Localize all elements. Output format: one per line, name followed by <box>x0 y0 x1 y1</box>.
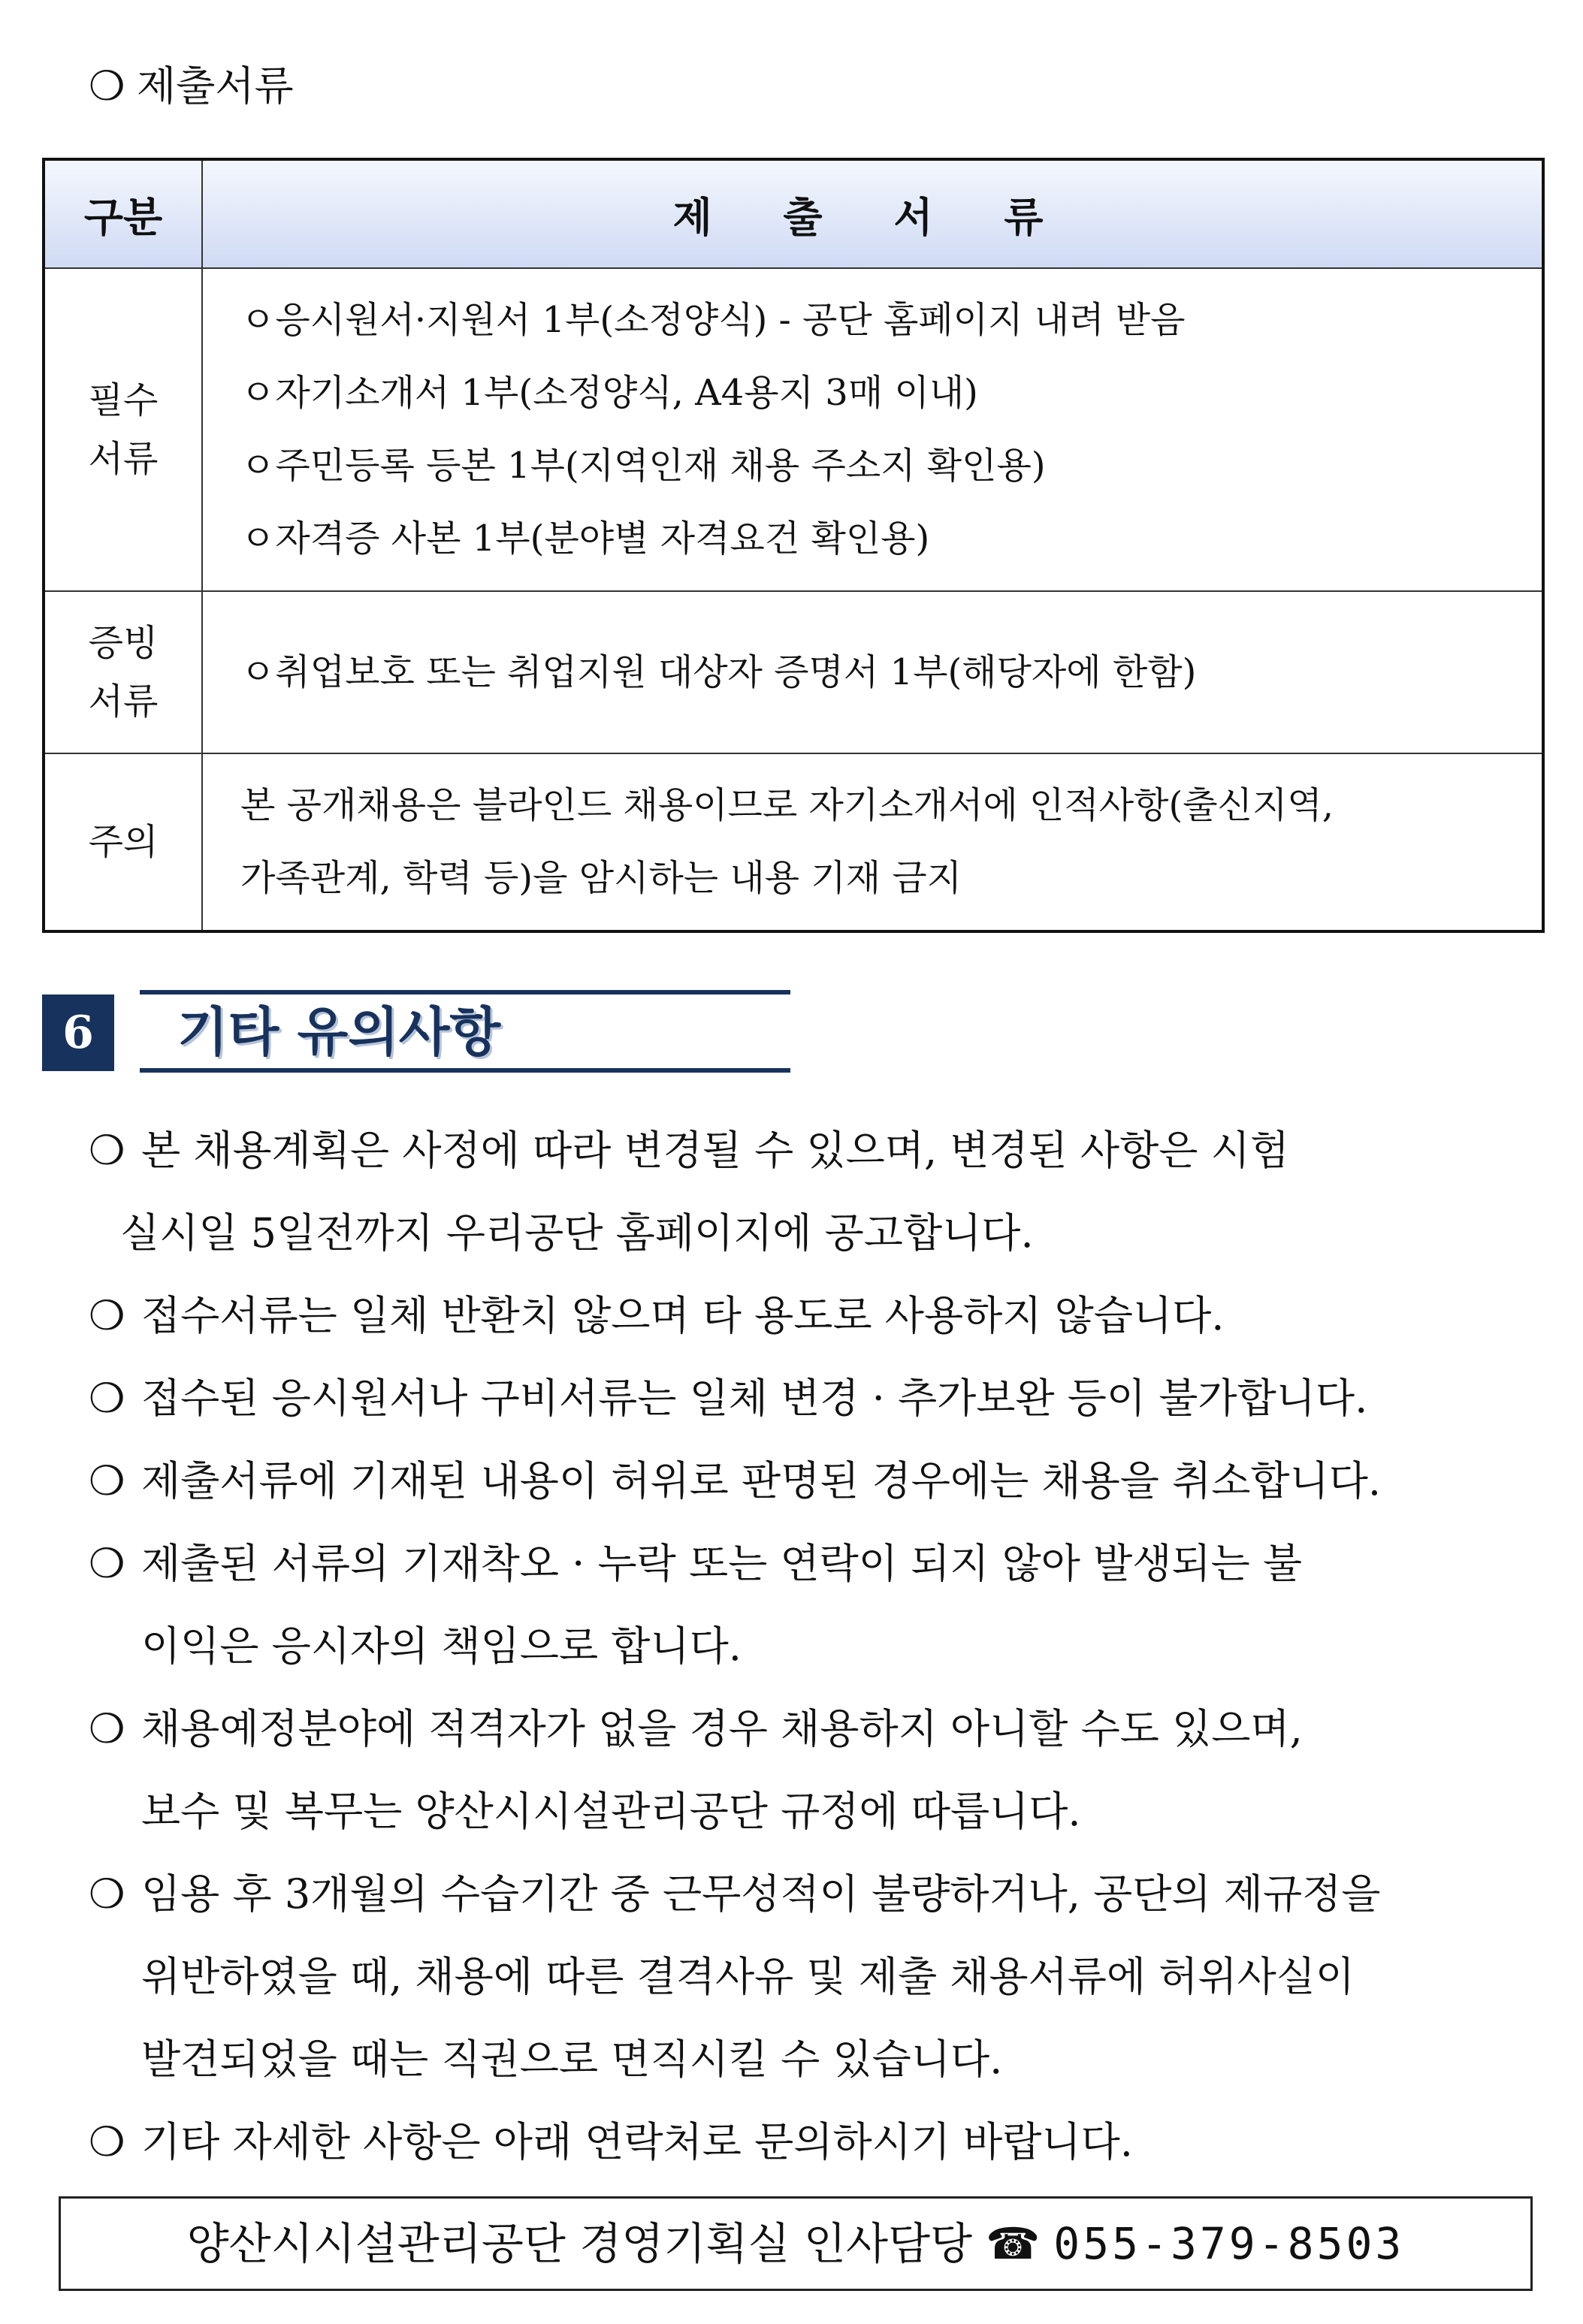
heading-text: 제출서류 <box>137 62 294 110</box>
row-documents <box>202 268 1543 591</box>
row-category: 증빙 서류 <box>44 591 202 753</box>
circle-bullet-icon: ❍ <box>89 1457 125 1505</box>
list-item: ❍ 접수된 응시원서나 구비서류는 일체 변경 · 추가보완 등이 불가합니다. <box>89 1357 1539 1440</box>
doc-line: 가족관계, 학력 등)을 암시하는 내용 기재 금지 <box>240 857 962 899</box>
doc-line: ㅇ자기소개서 1부(소정양식, A4용지 3매 이내) <box>240 372 978 414</box>
notes-list <box>89 1109 1539 2184</box>
doc-line: ㅇ자격증 사본 1부(분야별 자격요건 확인용) <box>240 518 930 560</box>
list-item: ❍ 기타 자세한 사항은 아래 연락처로 문의하시기 바랍니다. <box>89 2101 1539 2184</box>
section-title: 기타 유의사항 <box>177 1001 501 1063</box>
row-documents <box>202 753 1543 931</box>
circle-bullet-icon: ❍ <box>89 1870 125 1918</box>
table-header-row <box>44 159 1543 268</box>
doc-line: ㅇ주민등록 등본 1부(지역인재 채용 주소지 확인용) <box>240 445 1046 487</box>
contact-org: 양산시시설관리공단 경영기획실 인사담당 <box>186 2218 973 2269</box>
section-number-badge: 6 <box>42 994 114 1071</box>
contact-phone: 055-379-8503 <box>1053 2218 1405 2269</box>
row-category: 주의 <box>44 753 202 931</box>
circle-bullet-icon: ❍ <box>89 1705 125 1752</box>
circle-bullet-icon: ❍ <box>89 1540 125 1587</box>
doc-line: ㅇ응시원서·지원서 1부(소정양식) - 공단 홈페이지 내려 받음 <box>240 299 1186 341</box>
telephone-icon: ☎ <box>986 2218 1041 2269</box>
col-header-documents: 제 출 서 류 <box>202 159 1543 268</box>
table-row-proof <box>44 591 1543 753</box>
list-item: ❍ 접수서류는 일체 반환치 않으며 타 용도로 사용하지 않습니다. <box>89 1275 1539 1357</box>
circle-bullet-icon: ❍ <box>89 1375 125 1422</box>
submission-docs-heading <box>89 53 294 120</box>
doc-line: 본 공개채용은 블라인드 채용이므로 자기소개서에 인적사항(출신지역, <box>240 784 1334 826</box>
list-item: ❍ 본 채용계획은 사정에 따라 변경될 수 있으며, 변경된 사항은 시험 실시일 5일전까지 우리공단 홈페이지에 공고합니다. <box>89 1109 1539 1275</box>
row-documents <box>202 591 1543 753</box>
list-item: ❍ 제출서류에 기재된 내용이 허위로 판명된 경우에는 채용을 취소합니다. <box>89 1440 1539 1523</box>
table-row-required <box>44 268 1543 591</box>
circle-bullet-icon: ❍ <box>89 1292 125 1339</box>
doc-line: ㅇ취업보호 또는 취업지원 대상자 증명서 1부(해당자에 한함) <box>240 650 1197 693</box>
row-category: 필수 서류 <box>44 268 202 591</box>
submission-docs-table <box>42 158 1545 933</box>
circle-bullet-icon: ❍ <box>89 2118 125 2166</box>
list-item: ❍ 채용예정분야에 적격자가 없을 경우 채용하지 아니할 수도 있으며, 보수 및 복무는 양산시시설관리공단 규정에 따릅니다. <box>89 1688 1539 1853</box>
list-item: ❍ 제출된 서류의 기재착오 · 누락 또는 연락이 되지 않아 발생되는 불 이익은 응시자의 책임으로 합니다. <box>89 1523 1539 1688</box>
col-header-category: 구분 <box>44 159 202 268</box>
circle-bullet-icon: ❍ <box>89 62 125 110</box>
contact-box <box>59 2196 1533 2291</box>
circle-bullet-icon: ❍ <box>89 1127 125 1174</box>
list-item: ❍ 임용 후 3개월의 수습기간 중 근무성적이 불량하거나, 공단의 제규정을 위반하였을 때, 채용에 따른 결격사유 및 제출 채용서류에 허위사실이 발견되었을 때는 직권으로 면직시킬 수 있습니다. <box>89 1853 1539 2101</box>
table-row-caution <box>44 753 1543 931</box>
section-title-bar <box>140 990 790 1073</box>
